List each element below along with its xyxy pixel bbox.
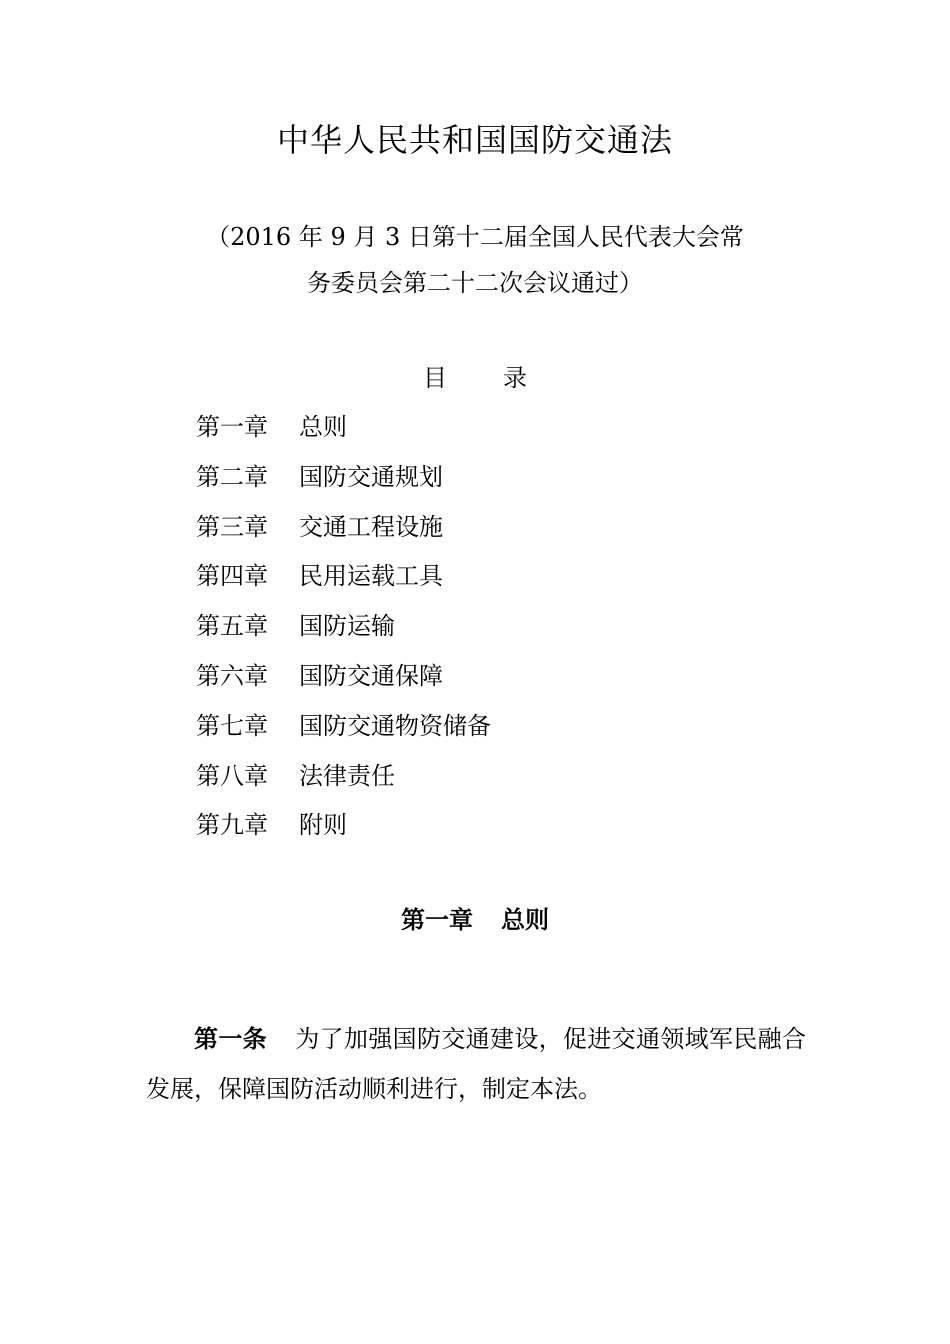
- toc-item-title: 国防交通规划: [299, 462, 443, 491]
- toc-item-title: 民用运载工具: [299, 562, 443, 591]
- toc-item: [196, 704, 796, 754]
- toc-item-title: 附则: [299, 811, 347, 840]
- toc-item: [196, 554, 796, 604]
- article-text: 为了加强国防交通建设，促进交通领域军民融合发展，保障国防活动顺利进行，制定本法。: [146, 1025, 806, 1103]
- toc-item-number: 第九章: [196, 811, 268, 840]
- table-of-contents: [196, 405, 796, 853]
- document-title: 中华人民共和国国防交通法: [276, 121, 673, 159]
- toc-heading-part-1: 目: [423, 364, 447, 392]
- toc-heading-part-2: 录: [503, 364, 527, 392]
- chapter-title: 总则: [501, 906, 549, 934]
- toc-item-title: 国防交通物资储备: [299, 711, 491, 740]
- article-paragraph: [146, 1014, 806, 1114]
- adoption-note-line-1: （2016 年 9 月 3 日第十二届全国人民代表大会常: [206, 223, 744, 251]
- toc-item-number: 第四章: [196, 562, 268, 591]
- chapter-heading: [0, 898, 950, 942]
- adoption-note: [0, 214, 950, 306]
- toc-item: [196, 405, 796, 455]
- toc-item-title: 总则: [299, 413, 347, 441]
- adoption-note-line-2: 务委员会第二十二次会议通过）: [307, 269, 643, 297]
- chapter-number: 第一章: [401, 906, 473, 934]
- toc-item-number: 第六章: [196, 661, 268, 690]
- toc-heading: [0, 358, 950, 398]
- toc-item: [196, 803, 796, 853]
- toc-item-title: 法律责任: [299, 761, 395, 790]
- article-number: 第一条: [194, 1025, 267, 1053]
- toc-item-title: 国防交通保障: [299, 661, 443, 690]
- toc-item-number: 第一章: [196, 413, 268, 441]
- toc-item-number: 第八章: [196, 761, 268, 790]
- toc-item: [196, 455, 796, 505]
- toc-item-number: 第七章: [196, 711, 268, 740]
- toc-item: [196, 505, 796, 555]
- toc-item-number: 第三章: [196, 512, 268, 541]
- toc-item-number: 第五章: [196, 612, 268, 641]
- toc-item: [196, 754, 796, 804]
- toc-item: [196, 604, 796, 654]
- toc-item-title: 国防运输: [299, 612, 395, 641]
- toc-item-number: 第二章: [196, 462, 268, 491]
- toc-item-title: 交通工程设施: [299, 512, 443, 541]
- toc-item: [196, 654, 796, 704]
